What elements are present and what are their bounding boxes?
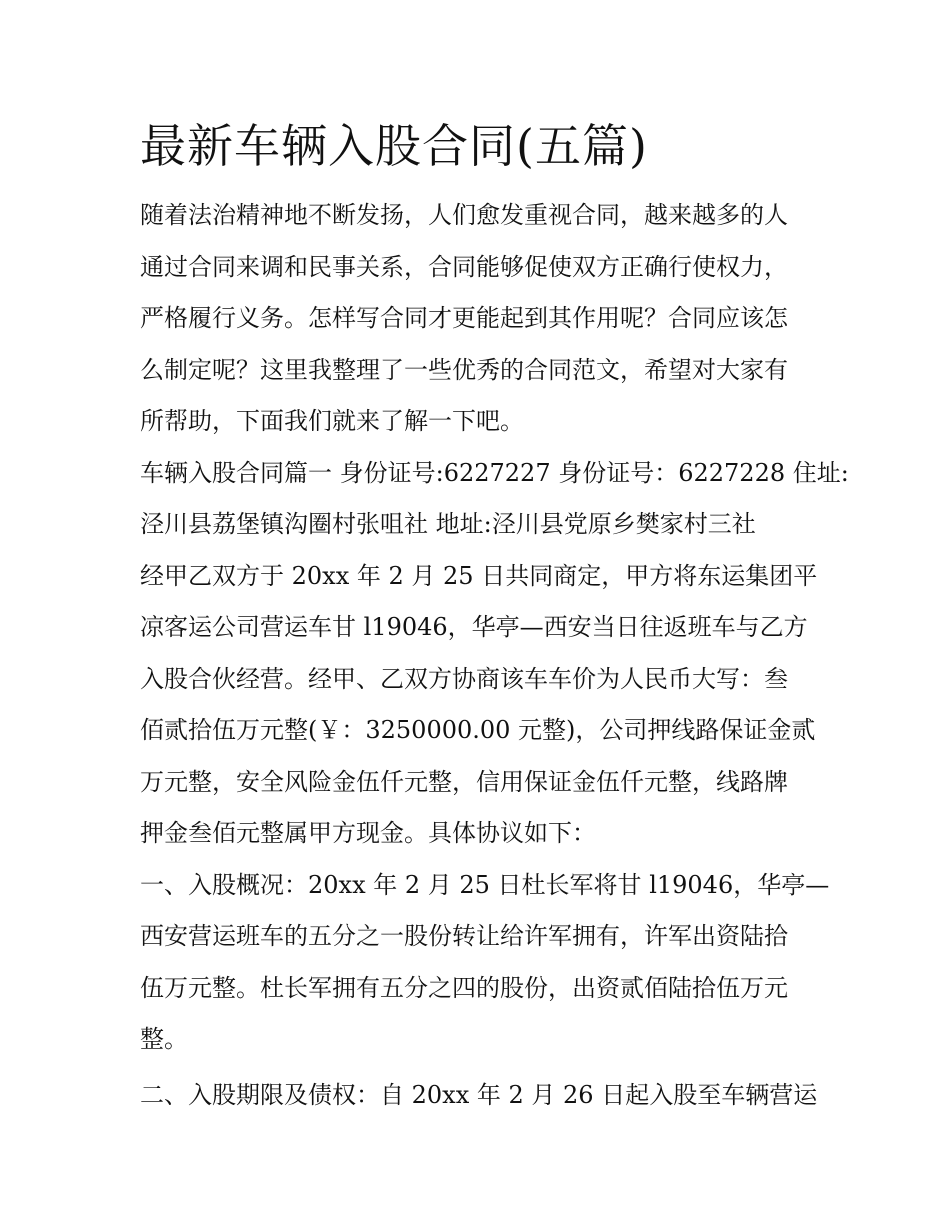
intro-paragraph [140,190,820,448]
text-line: 通过合同来调和民事关系，合同能够促使双方正确行使权力， [140,252,788,281]
document-page [140,110,849,1121]
text-line: 西安营运班车的五分之一股份转让给许军拥有，许军出资陆拾 [140,922,788,950]
text-line: 所帮助，下面我们就来了解一下吧。 [140,407,524,435]
document-title: 最新车辆入股合同(五篇) [140,119,648,173]
text-line: 么制定呢？这里我整理了一些优秀的合同范文，希望对大家有 [140,355,788,384]
text-line: 万元整，安全风险金伍仟元整，信用保证金伍仟元整，线路牌 [140,767,788,796]
text-line: 入股合伙经营。经甲、乙双方协商该车车价为人民币大写：叁 [140,664,788,693]
text-line: 整。 [140,1025,188,1053]
text-line: 佰贰拾伍万元整(￥：3250000.00 元整)，公司押线路保证金贰 [140,716,816,744]
text-line: 伍万元整。杜长军拥有五分之四的股份，出资贰佰陆拾伍万元 [140,973,788,1002]
text-line: 一、入股概况：20xx 年 2 月 25 日杜长军将甘 l19046，华亭— [140,870,830,899]
text-line: 二、入股期限及债权：自 20xx 年 2 月 26 日起入股至车辆营运 [140,1080,818,1109]
text-line: 押金叁佰元整属甲方现金。具体协议如下： [140,819,596,847]
parties-paragraph [140,448,849,551]
agreement-paragraph [140,551,820,860]
text-line: 经甲乙双方于 20xx 年 2 月 25 日共同商定，甲方将东运集团平 [140,561,818,590]
text-line: 泾川县荔堡镇沟圈村张咀社 地址:泾川县党原乡樊家村三社 [140,510,756,538]
text-line: 严格履行义务。怎样写合同才更能起到其作用呢？合同应该怎 [140,304,788,332]
section-one-paragraph [140,860,830,1066]
text-line: 随着法治精神地不断发扬，人们愈发重视合同，越来越多的人 [140,201,788,229]
section-two-paragraph [140,1070,820,1122]
text-line: 车辆入股合同篇一 身份证号:6227227 身份证号：6227228 住址: [140,458,849,487]
text-line: 凉客运公司营运车甘 l19046，华亭—西安当日往返班车与乙方 [140,613,808,641]
